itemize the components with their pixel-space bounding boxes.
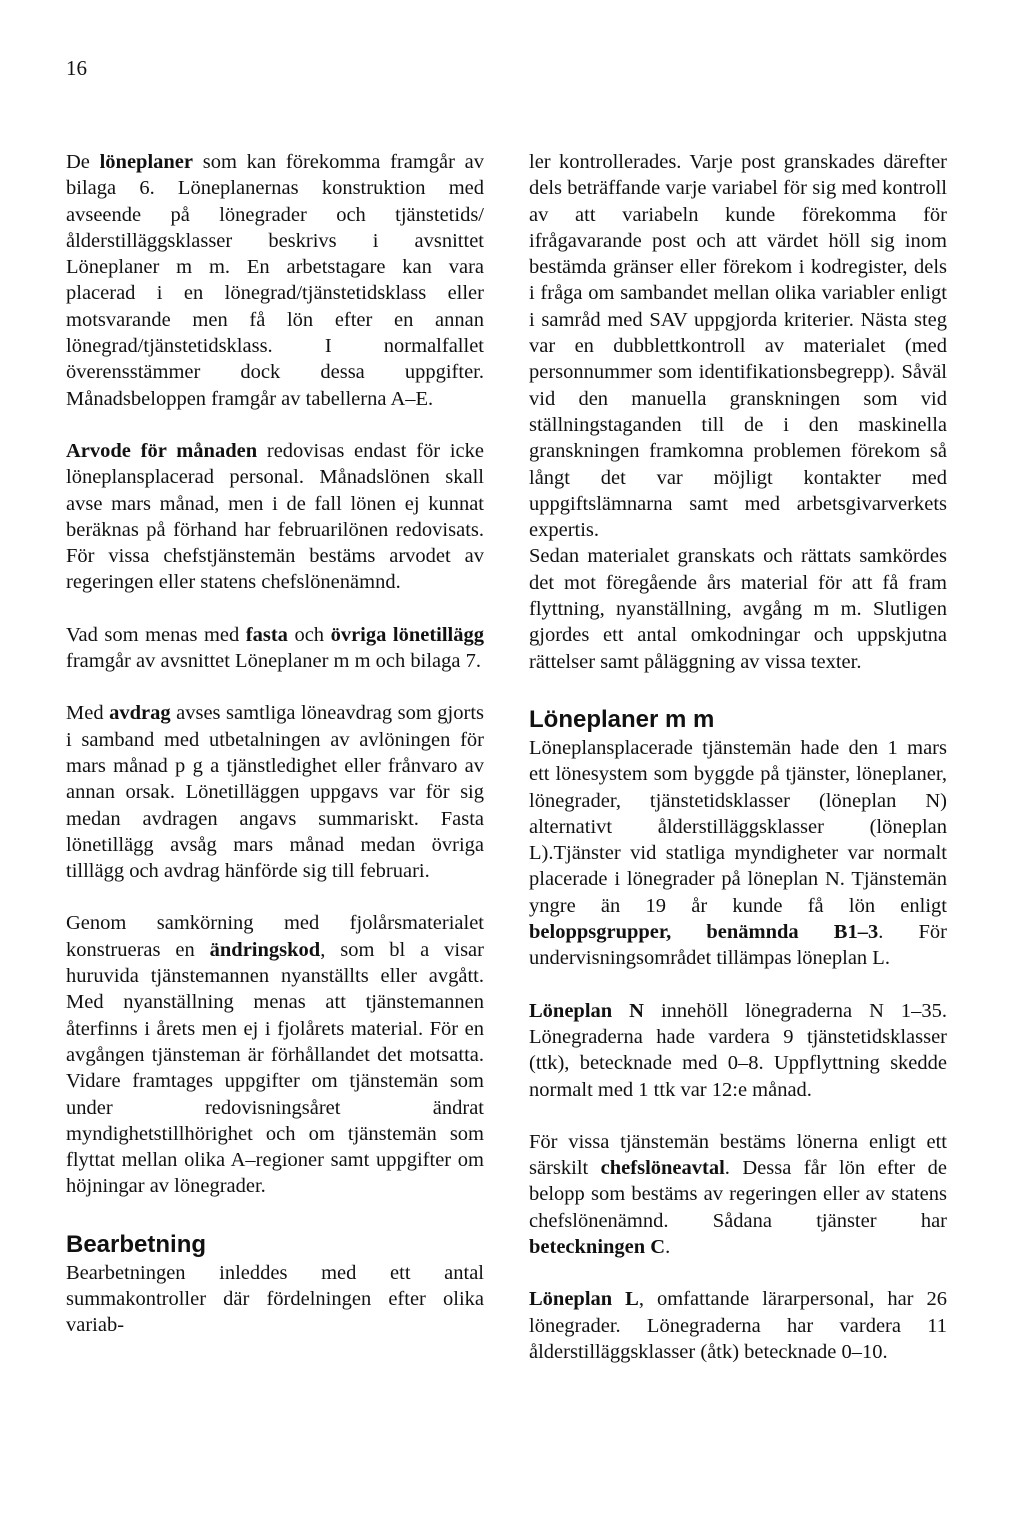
right-column: [529, 149, 947, 1365]
paragraph-loneplan-n: Löneplan N innehöll lönegraderna N 1–35. Lönegraderna hade vardera 9 tjänstetidsklasser (ttk), betecknade med 0–8. Uppflyttning skedde normalt med 1 ttk var 12:e månad.: [529, 999, 948, 1101]
paragraph-samkorning: Sedan materialet granskats och rättats samkördes det mot föregående års material för att få fram flyttning, nyanställning, avgång m m. Slutligen gjordes ett antal omkodningar och uppskjutna rättelser samt påläggning av vissa texter.: [529, 545, 947, 673]
paragraph-bearbetning: Bearbetningen inleddes med ett antal summakontroller där fördelningen efter olika variab-: [66, 1261, 484, 1337]
paragraph-chefsloneavtal: För vissa tjänstemän bestäms lönerna enligt ett särskilt chefslöneavtal. Dessa får lön efter de belopp som bestäms av regeringen eller av statens chefslönenämnd. Sådana tjänster har beteckningen C.: [529, 1130, 947, 1258]
paragraph-andringskod: Genom samkörning med fjolårsmaterialet konstrueras en ändringskod, som bl a visar huruvida tjänstemannen nyanställts eller avgått. Med nyanställning menas att tjänstemannen återfinns i årets men ej i fjolårets material. För en avgången tjänsteman är förhållandet det motsatta. Vidare framtages uppgifter om tjänstemän som under redovisningsåret ändrat myndighetstillhörighet och om tjänstemän som flyttat mellan olika A–regioner samt uppgifter om höjningar av lönegrader.: [66, 912, 484, 1198]
paragraph-avdrag: Med avdrag avses samtliga löneavdrag som gjorts i samband med utbetalningen av avlöningen för mars månad p g a tjänstledighet eller frånvaro av annan orsak. Lönetilläggen uppgavs var för sig medan avdragen angavs summariskt. Fasta lönetillägg avsåg mars månad medan övriga tilllägg och avdrag hänförde sig till februari.: [66, 702, 484, 883]
paragraph-loneplaner-intro: De löneplaner som kan förekomma framgår av bilaga 6. Löneplanernas konstruktion med avseende på lönegrader och tjänstetids/ålderstilläggsklasser beskrivs i avsnittet Löneplaner m m. En arbetstagare kan vara placerad i en lönegrad/tjänstetidsklass eller motsvarande men få lön efter en annan lönegrad/tjänstetidsklass. I normalfallet överensstämmer dock dessa uppgifter. Månadsbeloppen framgår av tabellerna A–E.: [66, 151, 484, 410]
left-column: [66, 149, 484, 1339]
heading-loneplaner: Löneplaner m m: [529, 705, 715, 733]
paragraph-lonetillagg: Vad som menas med fasta och övriga lönetillägg framgår av avsnittet Löneplaner m m och bilaga 7.: [66, 623, 484, 673]
heading-bearbetning: Bearbetning: [66, 1230, 207, 1258]
paragraph-kontroll: ler kontrollerades. Varje post granskades därefter dels beträffande varje variabel för sig med kontroll av att variabeln kunde förekomma för ifrågavarande post och att värdet höll sig inom bestämda gränser eller förekom i kodregister, dels i fråga om sambandet mellan olika variabler enligt i samråd med SAV uppgjorda kriterier. Nästa steg var en dubblettkontroll av materialet (med personnummer som identifikationsbegrepp). Såväl vid den manuella granskningen som vid ställningstaganden till de i den maskinella granskningen framkomna problemen förekom så långt det var möjligt kontakter med uppgiftslämnarna samt med arbetsgivarverkets expertis.: [529, 151, 947, 542]
page-number: 16: [66, 56, 87, 80]
paragraph-loneplansplacerade: Löneplansplacerade tjänstemän hade den 1 mars ett lönesystem som byggde på tjänster, löneplaner, lönegrader, tjänstetidsklasser (löneplan N) alternativt ålderstilläggsklasser (löneplan L).Tjänster vid statliga myndigheter var normalt placerade i lönegrader på löneplan N. Tjänstemän yngre än 19 år kunde få lön enligt beloppsgrupper, benämnda B1–3. För undervisningsområdet tillämpas löneplan L.: [529, 736, 947, 970]
paragraph-arvode: Arvode för månaden redovisas endast för icke löneplansplacerad personal. Månadslönen skall avse mars månad, men i de fall lönen ej kunnat beräknas på förhand har februarilönen redovisats. För vissa chefstjänstemän bestäms arvodet av regeringen eller statens chefslönenämnd.: [66, 439, 484, 594]
paragraph-loneplan-l: Löneplan L, omfattande lärarpersonal, har 26 lönegrader. Lönegraderna har vardera 11 ålderstilläggsklasser (åtk) betecknade 0–10.: [529, 1288, 947, 1363]
